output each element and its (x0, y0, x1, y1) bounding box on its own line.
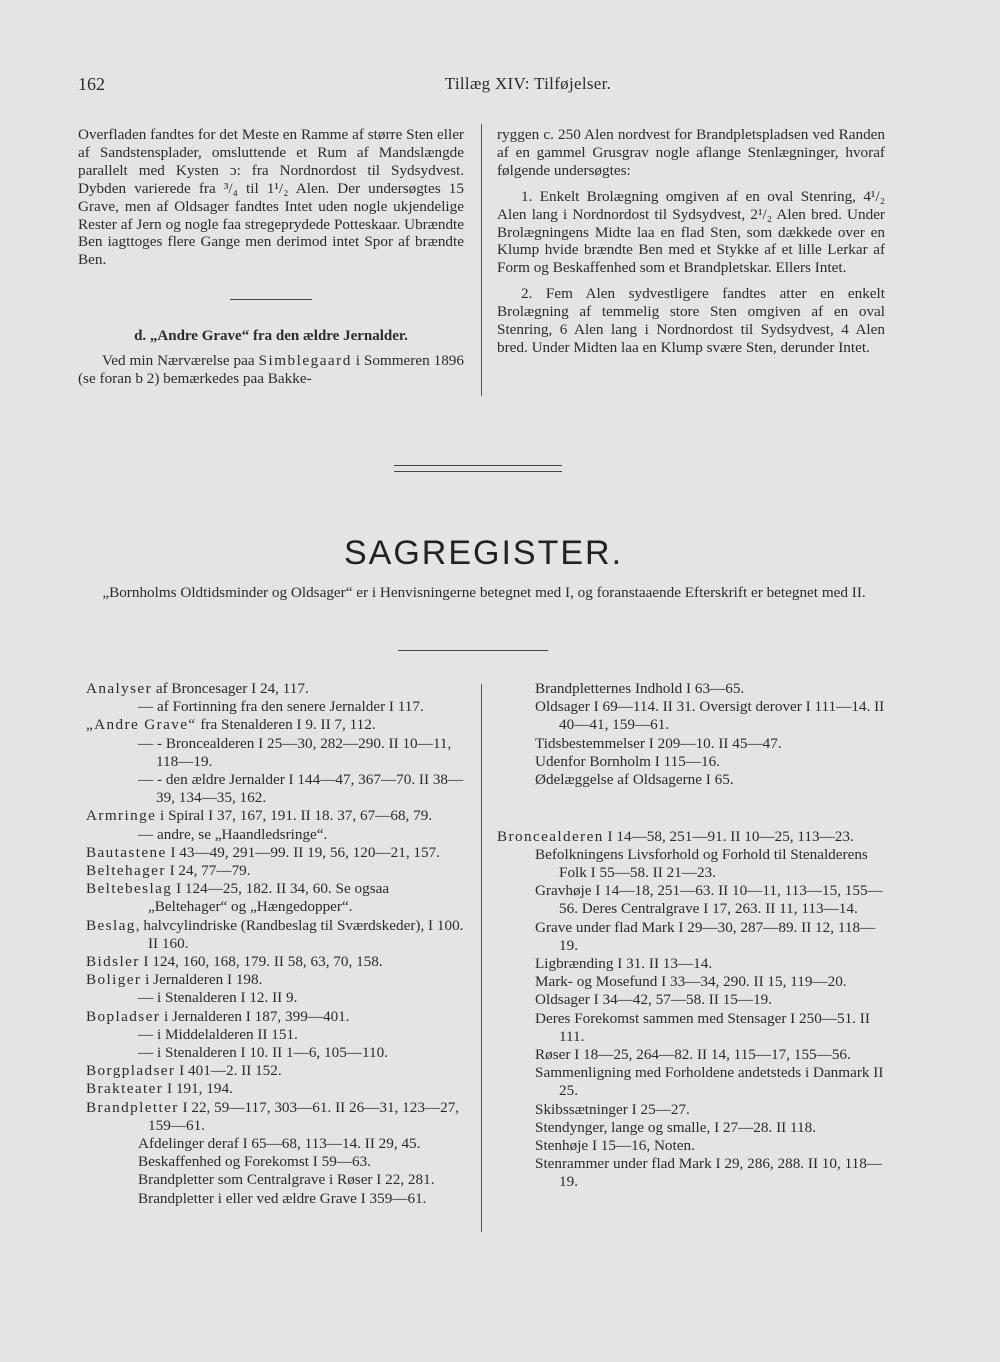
body-paragraph: ryggen c. 250 Alen nordvest for Brandpletspladsen ved Randen af en gammel Grusgrav nogle aflange Stenlægninger, hvoraf følgende undersøgtes: (497, 126, 885, 179)
register-subentry: Oldsager I 69—114. II 31. Oversigt derover I 111—14. II 40—41, 159—61. (535, 698, 885, 734)
register-headword: Boliger (86, 971, 142, 989)
register-subentry: Brandpletter som Centralgrave i Røser I 22, 281. (138, 1171, 435, 1189)
register-subentry: Gravhøje I 14—18, 251—63. II 10—11, 113—15, 155—56. Deres Centralgrave I 17, 263. II 11, 113—14. (535, 882, 883, 918)
register-subentry: Røser I 18—25, 264—82. II 14, 115—17, 155—56. (535, 1046, 851, 1064)
section-divider (230, 299, 312, 300)
register-entry (86, 1080, 468, 1098)
register-headword: Beslag (86, 916, 136, 934)
register-headword: Bidsler (86, 953, 140, 971)
register-entry (86, 716, 468, 734)
register-entry (86, 844, 468, 862)
register-references: i Jernalderen I 198. (141, 971, 263, 989)
register-right-column (497, 680, 887, 1192)
upper-left-column (78, 126, 464, 388)
register-subentry: — af Fortinning fra den senere Jernalder I 117. (138, 698, 424, 716)
register-headword: „Andre Grave“ (86, 716, 197, 734)
register-headword: Beltehager (86, 862, 166, 880)
register-entry (86, 807, 468, 825)
register-subentry: Grave under flad Mark I 29—30, 287—89. II 12, 118—19. (535, 918, 876, 954)
register-entry (86, 880, 468, 916)
register-subentry: Stendynger, lange og smalle, I 27—28. II 118. (535, 1118, 817, 1136)
register-subentry: Befolkningens Livsforhold og Forhold til Stenalderens Folk I 55—58. II 21—23. (535, 845, 868, 881)
register-references: I 24, 77—79. (165, 862, 251, 880)
register-entry (86, 1062, 468, 1080)
register-references: I 124, 160, 168, 179. II 58, 63, 70, 158. (139, 953, 383, 971)
running-header (78, 74, 968, 96)
register-subentry: Ødelæggelse af Oldsagerne I 65. (535, 771, 734, 789)
register-references: , halvcylindriske (Randbeslag til Sværdskeder), I 100. II 160. (135, 916, 464, 952)
register-subentry: — - Broncealderen I 25—30, 282—290. II 10—11, 118—19. (138, 734, 452, 770)
register-headword: Bautastene (86, 843, 167, 861)
running-title: Tillæg XIV: Tilføjelser. (444, 74, 612, 93)
register-references: I 22, 59—117, 303—61. II 26—31, 123—27, 159—61. (148, 1098, 460, 1134)
register-headword: Broncealderen (497, 827, 604, 845)
register-references: I 14—58, 251—91. II 10—25, 113—23. (603, 827, 854, 845)
register-subentry: Mark- og Mosefund I 33—34, 290. II 15, 119—20. (535, 973, 847, 991)
upper-right-column (497, 126, 885, 357)
register-subentry: Beskaffenhed og Forekomst I 59—63. (138, 1153, 371, 1171)
register-headword: Bopladser (86, 1007, 161, 1025)
page-number: 162 (78, 74, 105, 94)
register-references: I 124—25, 182. II 34, 60. Se ogsaa „Beltehager“ og „Hængedopper“. (148, 880, 390, 916)
section-paragraph: Ved min Nærværelse paa Simblegaard i Sommeren 1896 (se foran b 2) bemærkedes paa Bakke- (78, 352, 464, 388)
numbered-paragraph-1: 1. Enkelt Brolægning omgiven af en oval Stenring, 4¹/₂ Alen lang i Nordnordost til Sydsydvest, 2¹/₂ Alen bred. Under Brolægningens Midte laa en flad Sten, som dækkede over en Klump hvide brændte Ben med et Stykke af et lille Lerkar af Form og Beskaffenhed som et Brandpletskar. Ellers Intet. (497, 187, 885, 277)
register-references: i Spiral I 37, 167, 191. II 18. 37, 67—68, 79. (156, 807, 433, 825)
register-entry (86, 917, 468, 953)
column-rule-register (481, 684, 482, 1232)
register-subentry: Sammenligning med Forholdene andetsteds i Danmark II 25. (535, 1064, 884, 1100)
register-headword: Analyser (86, 680, 153, 697)
register-references: fra Stenalderen I 9. II 7, 112. (196, 716, 376, 734)
register-headword: Armringe (86, 807, 157, 825)
register-headword: Brandpletter (86, 1098, 179, 1116)
register-gap (497, 804, 887, 812)
register-references: i Jernalderen I 187, 399—401. (160, 1007, 350, 1025)
register-subentry: Brandpletter i eller ved ældre Grave I 359—61. (138, 1189, 427, 1207)
register-subentry: — i Stenalderen I 12. II 9. (138, 989, 298, 1007)
place-name: Simblegaard (258, 352, 352, 370)
double-divider (394, 465, 562, 472)
register-subentry: — - den ældre Jernalder I 144—47, 367—70. II 38—39, 134—35, 162. (138, 771, 464, 807)
register-left-column (86, 680, 468, 1208)
register-divider (398, 650, 548, 651)
register-entry (86, 1008, 468, 1026)
register-subentry: Tidsbestemmelser I 209—10. II 45—47. (535, 734, 782, 752)
register-headword: Brakteater (86, 1080, 164, 1098)
register-subentry: Ligbrænding I 31. II 13—14. (535, 955, 713, 973)
register-headword: Borgpladser (86, 1062, 176, 1080)
register-entry (86, 680, 468, 698)
register-headword: Beltebeslag (86, 880, 173, 898)
register-references: I 191, 194. (163, 1080, 233, 1098)
register-intro: „Bornholms Oldtidsminder og Oldsager“ er i Henvisningerne betegnet med I, og foranstaaende Efterskrift er betegnet med II. (102, 584, 866, 601)
register-entry (86, 953, 468, 971)
register-references: I 43—49, 291—99. II 19, 56, 120—21, 157. (166, 843, 441, 861)
register-subentry: Skibssætninger I 25—27. (535, 1100, 690, 1118)
section-heading: d. „Andre Grave“ fra den ældre Jernalder. (134, 328, 408, 345)
register-subentry: Stenhøje I 15—16, Noten. (535, 1137, 695, 1155)
register-references: af Broncesager I 24, 117. (152, 680, 309, 697)
numbered-paragraph-2: 2. Fem Alen sydvestligere fandtes atter en enkelt Brolægning af temmelig store Sten omgiven af en oval Stenring, 6 Alen lang i Nordnordost til Sydsydvest, 4 Alen bred. Under Midten laa en Klump svære Sten, derunder Intet. (497, 285, 885, 356)
register-subentry: Afdelinger deraf I 65—68, 113—14. II 29, 45. (138, 1135, 421, 1153)
register-entry (497, 828, 887, 846)
register-references: I 401—2. II 152. (175, 1062, 282, 1080)
register-subentry: Udenfor Bornholm I 115—16. (535, 752, 721, 770)
register-entry (86, 1099, 468, 1135)
register-subentry: Stenrammer under flad Mark I 29, 286, 288. II 10, 118—19. (535, 1155, 882, 1191)
body-paragraph: Overfladen fandtes for det Meste en Ramme af større Sten eller af Sandstensplader, omsluttende et Rum af Mandslængde parallelt med Kysten ɔ: fra Nordnordost til Sydsydvest. Dybden varierede fra ³/₄ til 1¹/₂ Alen. Der undersøgtes 15 Grave, men af Oldsager fandtes Intet uden nogle ukjendelige Rester af Jern og nogle faa stregeprydede Potteskaar. Ubrændte Ben iagttoges flere Gange men derimod intet Spor af brændte Ben. (78, 126, 464, 269)
register-subentry: Deres Forekomst sammen med Stensager I 250—51. II 111. (535, 1009, 870, 1045)
register-subentry: Oldsager I 34—42, 57—58. II 15—19. (535, 991, 773, 1009)
register-subentry: Brandpletternes Indhold I 63—65. (535, 680, 745, 697)
register-subentry: — i Stenalderen I 10. II 1—6, 105—110. (138, 1044, 388, 1062)
register-entry (86, 971, 468, 989)
column-rule-upper (481, 124, 482, 396)
register-subentry: — andre, se „Haandledsringe“. (138, 825, 328, 843)
register-entry (86, 862, 468, 880)
register-title: SAGREGISTER. (343, 534, 624, 572)
register-subentry: — i Middelalderen II 151. (138, 1025, 298, 1043)
